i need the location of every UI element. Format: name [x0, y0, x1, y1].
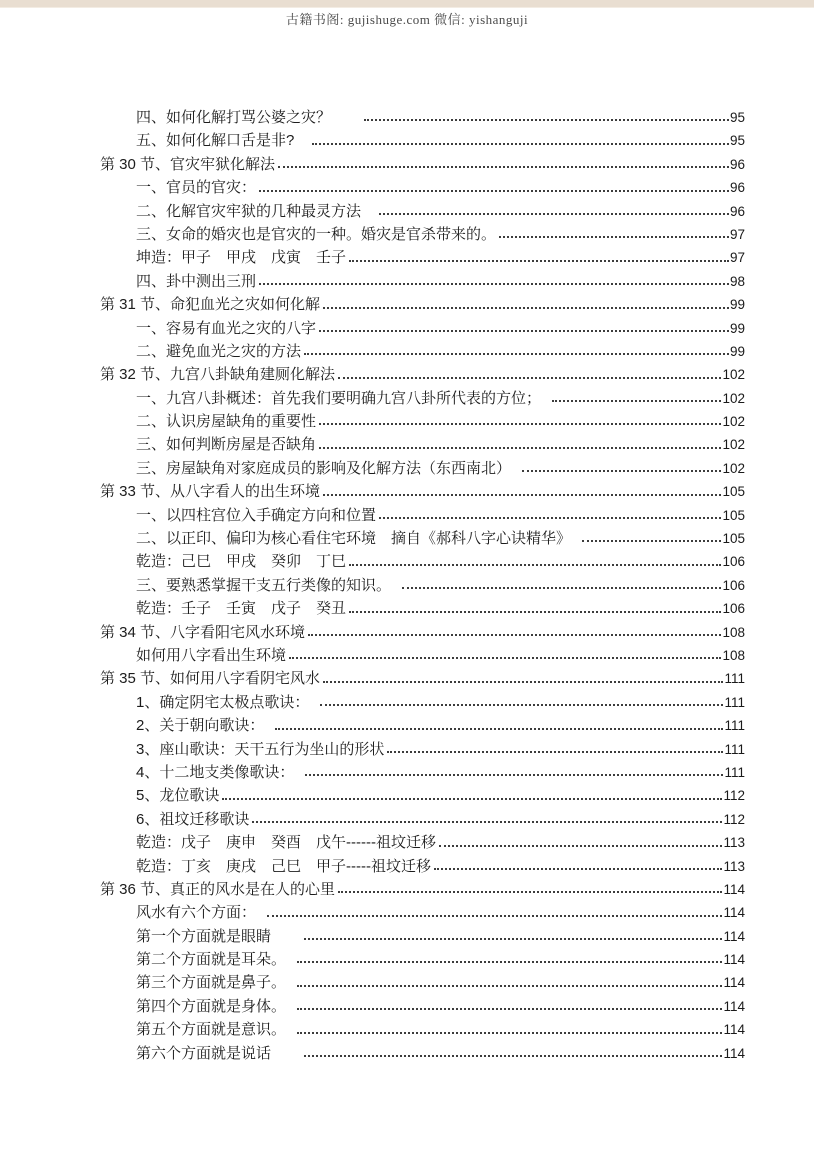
- toc-entry[interactable]: [100, 363, 745, 386]
- toc-entry-page: 111: [724, 741, 745, 757]
- toc-entry-page: 108: [722, 624, 745, 640]
- toc-entry-text: 乾造：壬子 壬寅 戊子 癸丑: [136, 600, 347, 618]
- toc-entry-page: 112: [723, 811, 745, 827]
- toc-entry-page: 105: [722, 507, 745, 523]
- toc-entry[interactable]: [100, 129, 745, 152]
- toc-entry-text: 一、官员的官灾：: [136, 179, 257, 197]
- dot-leader: [319, 330, 729, 332]
- toc-entry-text: 二、避免血光之灾的方法: [136, 342, 302, 360]
- toc-entry-text: 第五个方面就是意识。: [136, 1021, 294, 1039]
- dot-leader: [312, 143, 729, 145]
- toc-entry[interactable]: [100, 246, 745, 269]
- toc-entry-text: 三、如何判断房屋是否缺角: [136, 436, 317, 454]
- dot-leader: [439, 845, 722, 847]
- toc-entry-page: 114: [723, 975, 745, 991]
- toc-entry-page: 112: [723, 788, 745, 804]
- toc-entry[interactable]: [100, 1018, 745, 1041]
- dot-leader: [259, 283, 729, 285]
- toc-entry-page: 114: [723, 905, 745, 921]
- toc-entry[interactable]: [100, 387, 745, 410]
- toc-entry[interactable]: [100, 761, 745, 784]
- dot-leader: [338, 891, 722, 893]
- dot-leader: [349, 564, 721, 566]
- dot-leader: [320, 704, 724, 706]
- toc-entry-page: 96: [729, 156, 745, 172]
- toc-entry[interactable]: [100, 504, 745, 527]
- toc-entry-page: 113: [723, 835, 745, 851]
- toc-entry-text: 4、十二地支类像歌诀：: [136, 763, 302, 781]
- toc-entry-page: 106: [722, 577, 745, 593]
- toc-entry-page: 108: [722, 647, 745, 663]
- dot-leader: [364, 119, 729, 121]
- toc-entry[interactable]: [100, 270, 745, 293]
- toc-entry-page: 99: [729, 297, 745, 313]
- toc-entry[interactable]: [100, 714, 745, 737]
- toc-entry-text: 第 32 节、九宫八卦缺角建厕化解法: [100, 366, 336, 384]
- toc-entry-text: 风水有六个方面：: [136, 904, 264, 922]
- dot-leader: [278, 166, 729, 168]
- toc-entry-text: 第 36 节、真正的风水是在人的心里: [100, 880, 336, 898]
- dot-leader: [252, 821, 722, 823]
- toc-entry[interactable]: [100, 200, 745, 223]
- toc-entry[interactable]: [100, 784, 745, 807]
- top-border-strip: [0, 0, 814, 8]
- toc-entry-page: 105: [722, 531, 745, 547]
- toc-entry-page: 114: [723, 952, 745, 968]
- dot-leader: [297, 985, 723, 987]
- dot-leader: [387, 751, 723, 753]
- toc-entry[interactable]: [100, 527, 745, 550]
- toc-entry-page: 105: [722, 484, 745, 500]
- dot-leader: [297, 1008, 723, 1010]
- toc-entry-text: 1、确定阴宅太极点歌诀：: [136, 693, 317, 711]
- toc-entry[interactable]: [100, 433, 745, 456]
- toc-entry-text: 一、容易有血光之灾的八字: [136, 319, 317, 337]
- toc-entry-text: 一、九宫八卦概述：首先我们要明确九宫八卦所代表的方位；: [136, 389, 549, 407]
- dot-leader: [349, 260, 729, 262]
- toc-entry-text: 二、认识房屋缺角的重要性: [136, 413, 317, 431]
- toc-entry-page: 106: [722, 601, 745, 617]
- toc-entry-page: 114: [723, 928, 745, 944]
- toc-entry[interactable]: [100, 317, 745, 340]
- dot-leader: [323, 494, 721, 496]
- toc-entry[interactable]: [100, 1042, 745, 1065]
- toc-entry[interactable]: [100, 597, 745, 620]
- toc-entry-page: 114: [723, 998, 745, 1014]
- toc-entry-text: 第 30 节、官灾牢狱化解法: [100, 155, 276, 173]
- toc-entry-text: 三、女命的婚灾也是官灾的一种。婚灾是官杀带来的。: [136, 225, 497, 243]
- toc-entry-text: 三、要熟悉掌握干支五行类像的知识。: [136, 576, 399, 594]
- toc-entry-text: 乾造：戊子 庚申 癸酉 戊午------祖坟迁移: [136, 834, 436, 852]
- toc-entry-text: 第 31 节、命犯血光之灾如何化解: [100, 296, 321, 314]
- dot-leader: [305, 774, 724, 776]
- toc-entry-text: 2、关于朝向歌诀：: [136, 717, 272, 735]
- dot-leader: [259, 190, 729, 192]
- toc-entry-page: 102: [722, 437, 745, 453]
- toc-entry-text: 第四个方面就是身体。: [136, 997, 294, 1015]
- dot-leader: [222, 798, 722, 800]
- dot-leader: [338, 377, 721, 379]
- toc-entry[interactable]: [100, 340, 745, 363]
- toc-entry-page: 106: [722, 554, 745, 570]
- toc-entry-text: 乾造：己巳 甲戌 癸卯 丁巳: [136, 553, 347, 571]
- toc-entry-page: 102: [722, 414, 745, 430]
- toc-entry-text: 3、座山歌诀：天干五行为坐山的形状: [136, 740, 385, 758]
- toc-entry-text: 6、祖坟迁移歌诀: [136, 810, 250, 828]
- dot-leader: [297, 1032, 723, 1034]
- dot-leader: [434, 868, 722, 870]
- toc-entry[interactable]: [100, 223, 745, 246]
- toc-entry[interactable]: [100, 574, 745, 597]
- dot-leader: [323, 307, 729, 309]
- toc-entry-text: 二、化解官灾牢狱的几种最灵方法: [136, 202, 377, 220]
- dot-leader: [349, 611, 721, 613]
- dot-leader: [323, 681, 723, 683]
- toc-entry[interactable]: [100, 153, 745, 176]
- toc-entry-page: 95: [729, 110, 745, 125]
- dot-leader: [275, 728, 724, 730]
- toc-entry[interactable]: [100, 176, 745, 199]
- dot-leader: [319, 447, 721, 449]
- toc-entry[interactable]: [100, 995, 745, 1018]
- toc-entry-page: 114: [723, 1045, 745, 1061]
- toc-entry-text: 第 35 节、如何用八字看阴宅风水: [100, 670, 321, 688]
- toc-entry-page: 99: [729, 320, 745, 336]
- toc-entry-page: 114: [723, 881, 745, 897]
- toc-entry-page: 102: [722, 367, 745, 383]
- toc-entry-text: 第 33 节、从八字看人的出生环境: [100, 483, 321, 501]
- toc-entry[interactable]: [100, 925, 745, 948]
- toc-entry-text: 第一个方面就是眼睛: [136, 927, 302, 945]
- dot-leader: [379, 213, 729, 215]
- toc-entry[interactable]: [100, 878, 745, 901]
- toc-entry-text: 二、以正印、偏印为核心看住宅环境 摘自《郝科八字心诀精华》: [136, 530, 579, 548]
- toc-entry-text: 三、房屋缺角对家庭成员的影响及化解方法（东西南北）: [136, 459, 519, 477]
- toc-entry-page: 97: [729, 226, 745, 242]
- toc-entry-page: 95: [729, 133, 745, 149]
- toc-entry-page: 97: [729, 250, 745, 266]
- toc-entry[interactable]: [100, 667, 745, 690]
- toc-entry[interactable]: [100, 738, 745, 761]
- toc-entry[interactable]: [100, 901, 745, 924]
- dot-leader: [402, 587, 722, 589]
- toc-entry-text: 第 34 节、八字看阳宅风水环境: [100, 623, 306, 641]
- toc-entry-page: 98: [729, 273, 745, 289]
- toc-entry-page: 111: [724, 718, 745, 734]
- dot-leader: [267, 915, 723, 917]
- dot-leader: [297, 961, 723, 963]
- toc-entry[interactable]: [100, 457, 745, 480]
- toc-entry-text: 五、如何化解口舌是非?: [136, 132, 310, 150]
- dot-leader: [379, 517, 721, 519]
- dot-leader: [582, 540, 722, 542]
- dot-leader: [304, 1055, 722, 1057]
- toc-entry[interactable]: [100, 948, 745, 971]
- toc-entry-text: 一、以四柱宫位入手确定方向和位置: [136, 506, 377, 524]
- toc-entry[interactable]: [100, 621, 745, 644]
- toc-list: [100, 106, 745, 1065]
- toc-entry-text: 第六个方面就是说话: [136, 1044, 302, 1062]
- toc-entry-page: 96: [729, 203, 745, 219]
- site-header-text: 古籍书阁: gujishuge.com 微信: yishanguji: [285, 12, 529, 27]
- toc-entry-page: 99: [729, 343, 745, 359]
- dot-leader: [304, 353, 729, 355]
- toc-entry[interactable]: [100, 293, 745, 316]
- dot-leader: [552, 400, 722, 402]
- toc-entry[interactable]: [100, 808, 745, 831]
- toc-entry-page: 102: [722, 390, 745, 406]
- dot-leader: [289, 657, 721, 659]
- toc-entry-page: 111: [724, 764, 745, 780]
- toc-entry-page: 114: [723, 1022, 745, 1038]
- toc-entry[interactable]: [100, 550, 745, 573]
- toc-entry-page: 96: [729, 180, 745, 196]
- toc-entry[interactable]: [100, 691, 745, 714]
- toc-entry-page: 102: [722, 460, 745, 476]
- toc-entry[interactable]: [100, 855, 745, 878]
- toc-entry-text: 5、龙位歌诀: [136, 787, 220, 805]
- toc-entry-page: 111: [724, 671, 745, 687]
- toc-entry-text: 第二个方面就是耳朵。: [136, 951, 294, 969]
- toc-entry-text: 坤造：甲子 甲戌 戊寅 壬子: [136, 249, 347, 267]
- dot-leader: [304, 938, 722, 940]
- toc-entry[interactable]: [100, 106, 745, 129]
- toc-entry[interactable]: [100, 831, 745, 854]
- toc-entry-page: 111: [724, 694, 745, 710]
- toc-entry[interactable]: [100, 410, 745, 433]
- toc-entry[interactable]: [100, 480, 745, 503]
- toc-entry-text: 四、如何化解打骂公婆之灾？: [136, 109, 362, 126]
- toc-entry-text: 乾造：丁亥 庚戌 己巳 甲子-----祖坟迁移: [136, 857, 431, 875]
- toc-entry[interactable]: [100, 644, 745, 667]
- toc-entry[interactable]: [100, 971, 745, 994]
- toc-entry-text: 第三个方面就是鼻子。: [136, 974, 294, 992]
- dot-leader: [308, 634, 721, 636]
- dot-leader: [499, 236, 729, 238]
- toc-entry-text: 如何用八字看出生环境: [136, 646, 287, 664]
- toc-entry-text: 四、卦中测出三刑: [136, 272, 257, 290]
- dot-leader: [522, 470, 722, 472]
- dot-leader: [319, 423, 721, 425]
- toc-entry-page: 113: [723, 858, 745, 874]
